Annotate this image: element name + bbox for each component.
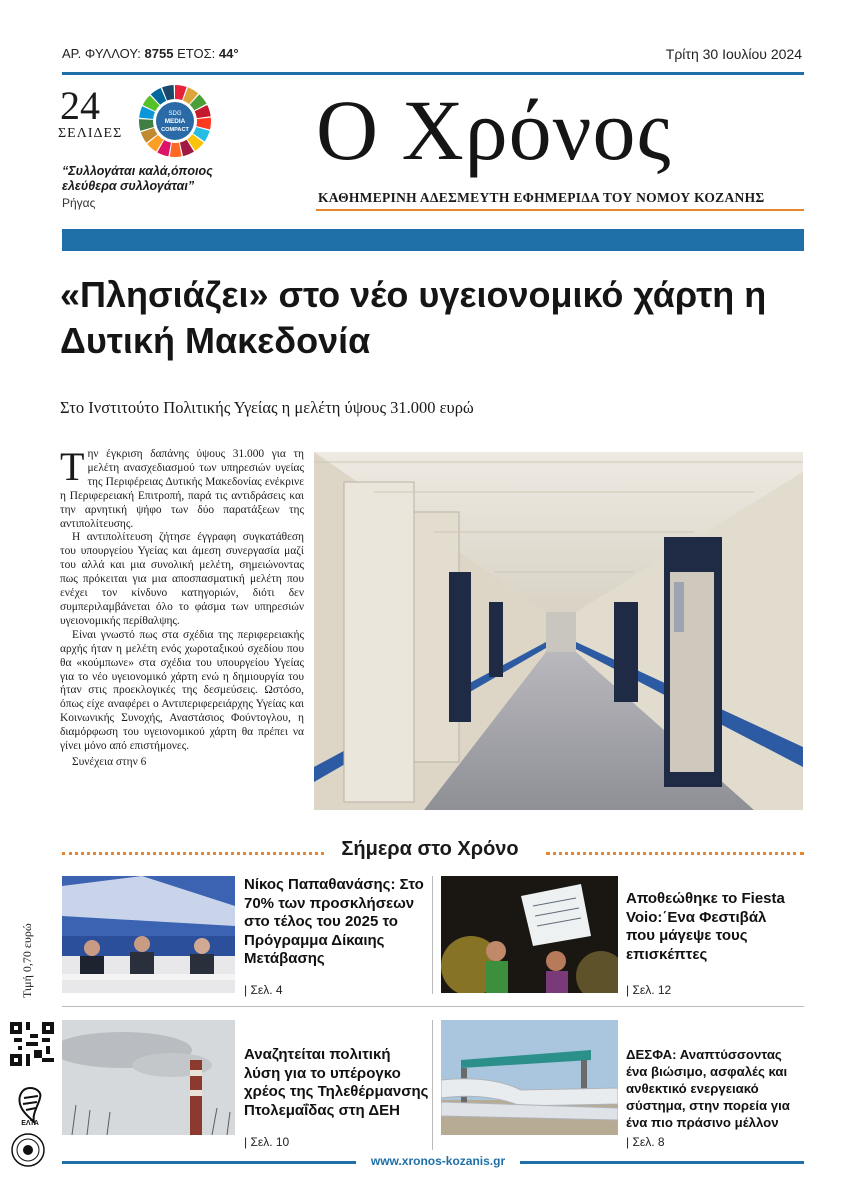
teaser-photo-press-conference[interactable] — [62, 876, 235, 993]
teaser-page-ref[interactable]: | Σελ. 8 — [626, 1135, 665, 1149]
article-paragraph — [60, 444, 304, 531]
article-paragraph: Είναι γνωστό πως στα σχέδια της περιφερειακής αρχής ήταν η μελέτη ενός χωροταξικού σχεδίου που θα «κούμπωνε» στα σχέδια του υπουργείου Υγείας για το νέο υγειονομικό χάρτη ενώ η δημιουργία του ήταν στις προεκλογικές της δεσμεύσεις. Ωστόσο, όπως είχε αναφέρει ο Αντιπεριφερειάρχης Υγείας και Κοινωνικής Συνοχής, Αναστάσιος Φούντογλου, η διαμόρφωση του υγειονομικού χάρτη θα πρέπει να γίνει μόνο από επιστήμονες. — [60, 628, 304, 753]
section-dots-right — [546, 852, 804, 855]
footer-rule-right — [520, 1161, 804, 1164]
pages-count: 24 — [60, 83, 100, 128]
teaser-page-ref[interactable]: | Σελ. 10 — [244, 1135, 290, 1149]
badge-line-3: COMPACT — [161, 127, 189, 133]
tagline-rule — [316, 209, 804, 211]
issue-number: 8755 — [144, 46, 174, 61]
teaser-divider — [432, 876, 433, 994]
article-continued[interactable]: Συνέχεια στην 6 — [72, 755, 147, 768]
issue-label: ΑΡ. ΦΥΛΛΟΥ: — [62, 46, 141, 61]
motto-author: Ρήγας — [62, 196, 96, 210]
footer-rule-left — [62, 1161, 356, 1164]
sdg-ring-segment — [196, 118, 211, 130]
teaser-photo-gas-pipes[interactable] — [441, 1020, 618, 1135]
teaser-divider — [432, 1020, 433, 1150]
issue-date: Τρίτη 30 Ιουλίου 2024 — [665, 46, 802, 62]
teaser-headline[interactable]: Αναζητείται πολιτική λύση για το υπέρογκο χρέος της Τηλεθέρμανσης Πτολεμαΐδας στη ΔΕΗ — [244, 1046, 429, 1119]
svg-text:ΕΛΤΑ: ΕΛΤΑ — [21, 1120, 39, 1126]
teaser-headline[interactable]: Αποθεώθηκε το Fiesta Voio:΄Ενα Φεστιβάλ που μάγεψε τους επισκέπτες — [626, 890, 785, 963]
teaser-headline[interactable]: Νίκος Παπαθανάσης: Στο 70% των προσκλήσεων στο τέλος του 2025 το Πρόγραμμα Δίκαιης Μετάβασης — [244, 876, 424, 967]
teaser-row-divider — [62, 1006, 804, 1007]
main-article — [60, 444, 304, 770]
section-title: Σήμερα στο Χρόνο — [341, 838, 519, 860]
top-rule — [62, 72, 804, 75]
newspaper-logo: Ο Χρόνος — [316, 82, 672, 178]
year-number: 44° — [218, 46, 239, 61]
badge-line-2: MEDIA — [164, 118, 186, 125]
teaser-photo-festival[interactable] — [441, 876, 618, 993]
sdg-media-compact-logo — [138, 84, 212, 158]
main-headline[interactable]: «Πλησιάζει» στο νέο υγειονομικό χάρτη η Δυτική Μακεδονία — [60, 274, 767, 361]
masthead-band — [62, 229, 804, 251]
certification-seal-icon — [10, 1132, 46, 1168]
teaser-page-ref[interactable]: | Σελ. 4 — [244, 983, 283, 997]
main-subheadline: Στο Ινστιτούτο Πολιτικής Υγείας η μελέτη ύψους 31.000 ευρώ — [60, 398, 474, 417]
hospital-corridor-photo — [314, 452, 803, 810]
drop-cap: Τ — [60, 444, 85, 489]
pages-label: ΣΕΛΙΔΕΣ — [58, 126, 123, 141]
newspaper-tagline: ΚΑΘΗΜΕΡΙΝΗ ΑΔΕΣΜΕΥΤΗ ΕΦΗΜΕΡΙΔΑ ΤΟΥ ΝΟΜΟΥ ΚΟΖΑΝΗΣ — [318, 190, 765, 205]
sdg-ring-segment — [170, 143, 182, 157]
website-link[interactable]: www.xronos-kozanis.gr — [370, 1154, 506, 1168]
teaser-page-ref[interactable]: | Σελ. 12 — [626, 983, 672, 997]
badge-line-1: SDG — [168, 111, 182, 117]
issue-meta — [62, 46, 239, 61]
teaser-headline[interactable]: ΔΕΣΦΑ: Αναπτύσσοντας ένα βιώσιμο, ασφαλές και ανθεκτικό ενεργειακό σύστημα, στην πορεία για ένα πιο πράσινο μέλλον — [626, 1047, 790, 1130]
price-label: Τιμή 0,70 ευρώ — [20, 923, 34, 998]
article-text: ην έγκριση δαπάνης ύψους 31.000 για τη μελέτη ανασχεδιασμού των υπηρεσιών υγείας της Περιφέρειας Δυτικής Μακεδονίας ενέκρινε η Περιφερειακή Επιτροπή, παρά τις αντιδράσεις και την αρνητική ψήφο των δύο παρατάξεων της αντιπολίτευσης. — [60, 448, 304, 530]
motto: “Συλλογάται καλά,όποιος ελεύθερα συλλογάται” — [62, 164, 213, 193]
qr-code-icon[interactable] — [10, 1022, 54, 1066]
year-label: ΕΤΟΣ: — [177, 46, 216, 61]
elta-post-logo — [12, 1084, 48, 1126]
article-paragraph: Η αντιπολίτευση ζήτησε έγγραφη συγκατάθεση του υπουργείου Υγείας και άμεση συνεργασία μαζί του αλλά και μια συνολική μελέτη, σημειώνοντας πως πρόκειται για μια αποσπασματική μελέτη που ενέχει τον κίνδυνο κατηγοριών, διότι δεν συμπεριλαμβάνεται όλο το φάσμα των υπηρεσιών υγειονομικής περίθαλψης. — [60, 531, 304, 627]
teaser-photo-chimney[interactable] — [62, 1020, 235, 1135]
